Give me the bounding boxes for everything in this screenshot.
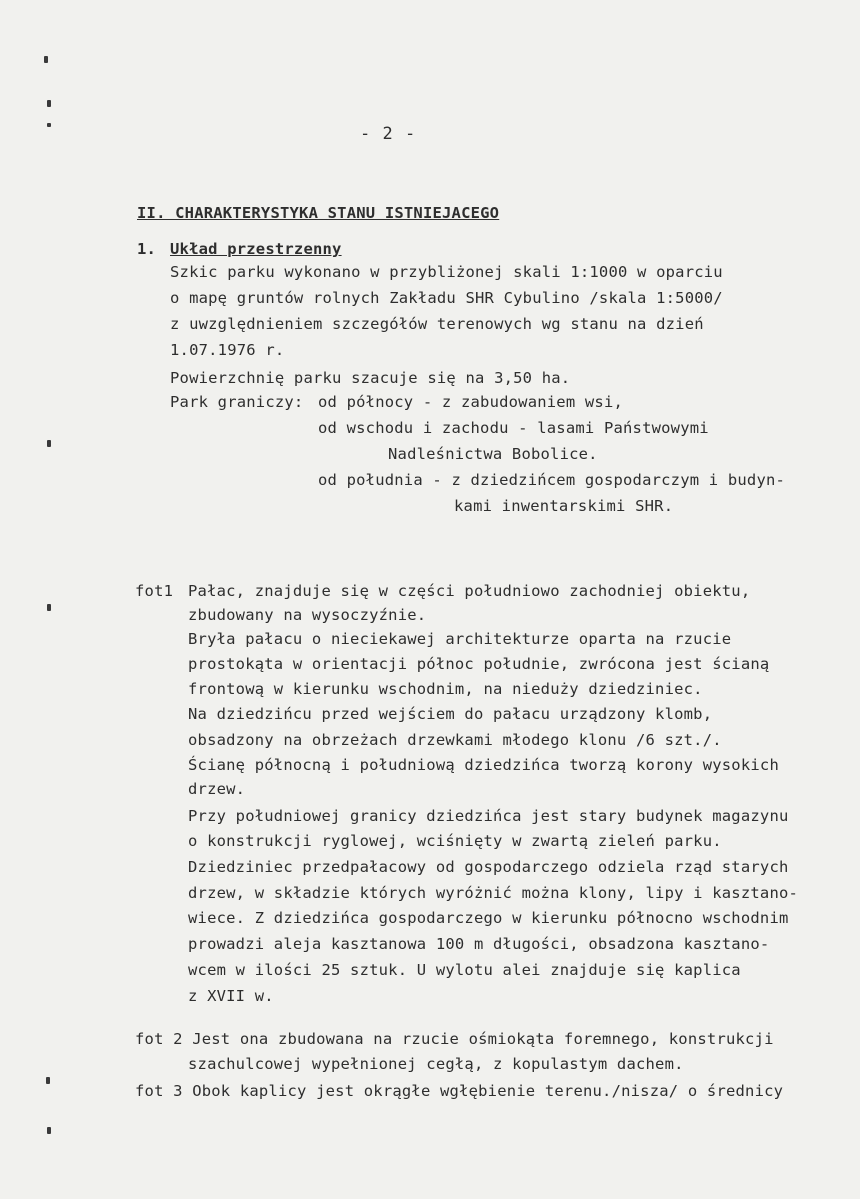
subsection-number: 1. <box>137 240 157 258</box>
margin-mark <box>44 56 48 63</box>
boundary-east: od wschodu i zachodu - lasami Państwowymi <box>318 419 709 437</box>
paragraph-line: o mapę gruntów rolnych Zakładu SHR Cybulino /skala 1:5000/ <box>170 289 723 307</box>
paragraph-line: prostokąta w orientacji północ południe, zwrócona jest ścianą <box>188 655 770 673</box>
paragraph-line: fot 3 Obok kaplicy jest okrągłe wgłębienie terenu./nisza/ o średnicy <box>135 1082 784 1100</box>
paragraph-line: Na dziedzińcu przed wejściem do pałacu urządzony klomb, <box>188 705 713 723</box>
subsection-title: Układ przestrzenny <box>170 240 342 258</box>
boundary-south-cont: kami inwentarskimi SHR. <box>454 497 674 515</box>
boundaries-label: Park graniczy: <box>170 393 304 411</box>
paragraph-line: Bryła pałacu o nieciekawej architekturze oparta na rzucie <box>188 630 732 648</box>
paragraph-line: Dziedziniec przedpałacowy od gospodarczego odziela rząd starych <box>188 858 789 876</box>
paragraph-line: Szkic parku wykonano w przybliżonej skali 1:1000 w oparciu <box>170 263 723 281</box>
paragraph-line: z XVII w. <box>188 987 274 1005</box>
paragraph-line: Przy południowej granicy dziedzińca jest stary budynek magazynu <box>188 807 789 825</box>
paragraph-line: Ścianę północną i południową dziedzińca tworzą korony wysokich <box>188 756 779 774</box>
paragraph-line: Pałac, znajduje się w części południowo zachodniej obiektu, <box>188 582 751 600</box>
paragraph-line: wiece. Z dziedzińca gospodarczego w kierunku północno wschodnim <box>188 909 789 927</box>
section-heading: II. CHARAKTERYSTYKA STANU ISTNIEJACEGO <box>137 204 500 222</box>
area-sentence: Powierzchnię parku szacuje się na 3,50 ha. <box>170 369 571 387</box>
paragraph-line: fot 2 Jest ona zbudowana na rzucie ośmiokąta foremnego, konstrukcji <box>135 1030 774 1048</box>
paragraph-line: z uwzględnieniem szczegółów terenowych wg stanu na dzień <box>170 315 704 333</box>
paragraph-line: o konstrukcji ryglowej, wciśnięty w zwartą zieleń parku. <box>188 832 722 850</box>
paragraph-line: wcem w ilości 25 sztuk. U wylotu alei znajduje się kaplica <box>188 961 741 979</box>
boundary-east-cont: Nadleśnictwa Bobolice. <box>388 445 598 463</box>
paragraph-line: 1.07.1976 r. <box>170 341 285 359</box>
paragraph-line: zbudowany na wysoczyźnie. <box>188 606 427 624</box>
paragraph-line: drzew. <box>188 780 246 798</box>
paragraph-line: drzew, w składzie których wyróżnić można klony, lipy i kasztano- <box>188 884 799 902</box>
boundary-south: od południa - z dziedzińcem gospodarczym i budyn- <box>318 471 786 489</box>
paragraph-line: obsadzony na obrzeżach drzewkami młodego klonu /6 szt./. <box>188 731 722 749</box>
margin-mark <box>47 1127 51 1134</box>
boundary-north: od północy - z zabudowaniem wsi, <box>318 393 624 411</box>
paragraph-line: szachulcowej wypełnionej cegłą, z kopulastym dachem. <box>188 1055 684 1073</box>
paragraph-line: frontową w kierunku wschodnim, na nieduży dziedziniec. <box>188 680 703 698</box>
margin-mark <box>47 604 51 611</box>
margin-mark <box>47 440 51 447</box>
margin-mark <box>47 123 51 127</box>
paragraph-line: prowadzi aleja kasztanowa 100 m długości, obsadzona kasztano- <box>188 935 770 953</box>
page-number: - 2 - <box>360 124 417 144</box>
margin-mark <box>46 1077 50 1084</box>
margin-mark <box>47 100 51 107</box>
photo-label: fot1 <box>135 582 174 600</box>
